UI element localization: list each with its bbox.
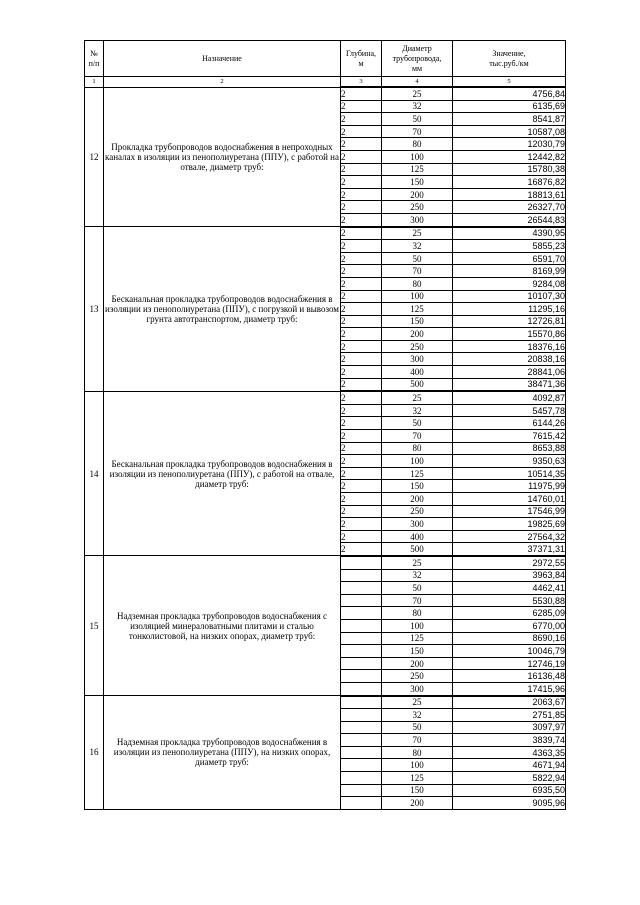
- depth-cell: 2: [341, 240, 382, 253]
- depth-cell: 2: [341, 315, 382, 328]
- column-number: 4: [382, 77, 453, 88]
- diameter-cell: 300: [382, 353, 453, 366]
- depth-cell: 2: [341, 252, 382, 265]
- value-cell: 15780,38: [453, 163, 566, 176]
- diameter-cell: 300: [382, 518, 453, 531]
- value-cell: 6144,26: [453, 417, 566, 430]
- value-cell: 27564,32: [453, 530, 566, 543]
- depth-cell: 2: [341, 125, 382, 138]
- column-number: 3: [341, 77, 382, 88]
- diameter-cell: 500: [382, 543, 453, 556]
- value-cell: 8541,87: [453, 113, 566, 126]
- diameter-cell: 150: [382, 176, 453, 189]
- value-cell: 9095,96: [453, 797, 566, 810]
- diameter-cell: 80: [382, 138, 453, 151]
- depth-cell: 2: [341, 176, 382, 189]
- diameter-cell: 50: [382, 417, 453, 430]
- value-cell: 5822,94: [453, 772, 566, 785]
- value-cell: 16136,48: [453, 670, 566, 683]
- item-number: 16: [85, 696, 104, 810]
- diameter-cell: 80: [382, 277, 453, 290]
- depth-cell: 2: [341, 493, 382, 506]
- diameter-cell: 500: [382, 378, 453, 391]
- table-row: [85, 87, 566, 100]
- depth-cell: 2: [341, 113, 382, 126]
- depth-cell: 2: [341, 518, 382, 531]
- diameter-cell: 150: [382, 480, 453, 493]
- diameter-cell: 80: [382, 607, 453, 620]
- diameter-cell: 250: [382, 505, 453, 518]
- depth-cell: [341, 645, 382, 658]
- diameter-cell: 200: [382, 797, 453, 810]
- diameter-cell: 250: [382, 201, 453, 214]
- depth-cell: [341, 657, 382, 670]
- value-cell: 11295,16: [453, 303, 566, 316]
- value-cell: 6135,69: [453, 100, 566, 113]
- diameter-cell: 100: [382, 619, 453, 632]
- value-cell: 9350,63: [453, 455, 566, 468]
- depth-cell: [341, 582, 382, 595]
- diameter-cell: 150: [382, 315, 453, 328]
- diameter-cell: 70: [382, 594, 453, 607]
- value-cell: 12030,79: [453, 138, 566, 151]
- diameter-cell: 400: [382, 530, 453, 543]
- value-cell: 26327,70: [453, 201, 566, 214]
- value-cell: 6591,70: [453, 252, 566, 265]
- header-depth-text: Глубина, м: [345, 48, 377, 68]
- depth-cell: [341, 607, 382, 620]
- diameter-cell: 125: [382, 467, 453, 480]
- diameter-cell: 32: [382, 404, 453, 417]
- value-cell: 2751,85: [453, 709, 566, 722]
- value-cell: 11975,99: [453, 480, 566, 493]
- value-cell: 2972,55: [453, 556, 566, 569]
- value-cell: 10587,08: [453, 125, 566, 138]
- depth-cell: 2: [341, 87, 382, 100]
- diameter-cell: 125: [382, 163, 453, 176]
- depth-cell: [341, 746, 382, 759]
- item-description: Бесканальная прокладка трубопроводов водоснабжения в изоляции из пенополиуретана (ППУ), с погрузкой и вывозом грунта автотранспортом, диаметр труб:: [104, 227, 341, 392]
- header-depth: [341, 41, 382, 77]
- depth-cell: [341, 632, 382, 645]
- depth-cell: [341, 759, 382, 772]
- header-name: [104, 41, 341, 77]
- header-no-text: № п/п: [88, 48, 100, 68]
- value-cell: 12442,82: [453, 150, 566, 163]
- depth-cell: [341, 734, 382, 747]
- diameter-cell: 200: [382, 657, 453, 670]
- depth-cell: [341, 556, 382, 569]
- value-cell: 20838,16: [453, 353, 566, 366]
- diameter-cell: 25: [382, 696, 453, 709]
- diameter-cell: 80: [382, 746, 453, 759]
- table-row: [85, 696, 566, 709]
- diameter-cell: 200: [382, 328, 453, 341]
- header-value-text: Значение, тыс.руб./км: [489, 48, 529, 68]
- value-cell: 18376,16: [453, 340, 566, 353]
- diameter-cell: 25: [382, 227, 453, 240]
- value-cell: 6935,50: [453, 784, 566, 797]
- value-cell: 28841,06: [453, 366, 566, 379]
- diameter-cell: 100: [382, 759, 453, 772]
- value-cell: 16876,82: [453, 176, 566, 189]
- depth-cell: 2: [341, 404, 382, 417]
- header-diameter: [382, 41, 453, 77]
- depth-cell: [341, 594, 382, 607]
- depth-cell: [341, 569, 382, 582]
- depth-cell: 2: [341, 467, 382, 480]
- diameter-cell: 70: [382, 125, 453, 138]
- item-description: Прокладка трубопроводов водоснабжения в непроходных каналах в изоляции из пенополиуретана (ППУ), с работой на отвале, диаметр труб:: [104, 87, 341, 227]
- depth-cell: 2: [341, 340, 382, 353]
- value-cell: 8690,16: [453, 632, 566, 645]
- value-cell: 4363,35: [453, 746, 566, 759]
- depth-cell: [341, 682, 382, 695]
- diameter-cell: 25: [382, 391, 453, 404]
- value-cell: 14760,01: [453, 493, 566, 506]
- diameter-cell: 150: [382, 645, 453, 658]
- column-number: 1: [85, 77, 104, 88]
- diameter-cell: 100: [382, 455, 453, 468]
- header-diameter-text: Диаметр трубопровода, мм: [392, 43, 442, 73]
- depth-cell: 2: [341, 505, 382, 518]
- diameter-cell: 70: [382, 430, 453, 443]
- depth-cell: [341, 670, 382, 683]
- value-cell: 3839,74: [453, 734, 566, 747]
- value-cell: 4756,84: [453, 87, 566, 100]
- value-cell: 17546,99: [453, 505, 566, 518]
- value-cell: 10046,79: [453, 645, 566, 658]
- diameter-cell: 200: [382, 493, 453, 506]
- value-cell: 19825,69: [453, 518, 566, 531]
- value-cell: 5457,78: [453, 404, 566, 417]
- depth-cell: [341, 696, 382, 709]
- value-cell: 2063,67: [453, 696, 566, 709]
- depth-cell: [341, 619, 382, 632]
- value-cell: 12726,81: [453, 315, 566, 328]
- diameter-cell: 70: [382, 265, 453, 278]
- value-cell: 3097,97: [453, 721, 566, 734]
- price-table: [84, 40, 566, 810]
- depth-cell: [341, 797, 382, 810]
- diameter-cell: 125: [382, 303, 453, 316]
- item-description: Надземная прокладка трубопроводов водоснабжения в изоляции из пенополиуретана (ППУ), на низких опорах, диаметр труб:: [104, 696, 341, 810]
- value-cell: 12746,19: [453, 657, 566, 670]
- diameter-cell: 200: [382, 188, 453, 201]
- depth-cell: 2: [341, 201, 382, 214]
- value-cell: 8653,88: [453, 442, 566, 455]
- depth-cell: [341, 709, 382, 722]
- diameter-cell: 400: [382, 366, 453, 379]
- diameter-cell: 32: [382, 240, 453, 253]
- diameter-cell: 150: [382, 784, 453, 797]
- depth-cell: 2: [341, 353, 382, 366]
- diameter-cell: 125: [382, 772, 453, 785]
- value-cell: 4390,95: [453, 227, 566, 240]
- value-cell: 37371,31: [453, 543, 566, 556]
- depth-cell: 2: [341, 188, 382, 201]
- value-cell: 10107,30: [453, 290, 566, 303]
- diameter-cell: 32: [382, 709, 453, 722]
- depth-cell: 2: [341, 530, 382, 543]
- depth-cell: 2: [341, 378, 382, 391]
- depth-cell: 2: [341, 366, 382, 379]
- depth-cell: 2: [341, 163, 382, 176]
- item-number: 15: [85, 556, 104, 696]
- depth-cell: 2: [341, 227, 382, 240]
- table-body: [85, 87, 566, 809]
- depth-cell: 2: [341, 138, 382, 151]
- header-no: [85, 41, 104, 77]
- depth-cell: 2: [341, 417, 382, 430]
- depth-cell: 2: [341, 430, 382, 443]
- header-row: [85, 41, 566, 77]
- depth-cell: 2: [341, 150, 382, 163]
- depth-cell: [341, 721, 382, 734]
- diameter-cell: 70: [382, 734, 453, 747]
- diameter-cell: 25: [382, 556, 453, 569]
- depth-cell: 2: [341, 265, 382, 278]
- depth-cell: 2: [341, 480, 382, 493]
- depth-cell: 2: [341, 277, 382, 290]
- column-number: 2: [104, 77, 341, 88]
- item-description: Надземная прокладка трубопроводов водоснабжения с изоляцией минераловатными плитами и сталью тонколистовой, на низких опорах, диаметр труб:: [104, 556, 341, 696]
- diameter-cell: 250: [382, 340, 453, 353]
- depth-cell: 2: [341, 328, 382, 341]
- value-cell: 5855,23: [453, 240, 566, 253]
- header-value: [453, 41, 566, 77]
- value-cell: 4092,87: [453, 391, 566, 404]
- diameter-cell: 250: [382, 670, 453, 683]
- depth-cell: 2: [341, 303, 382, 316]
- depth-cell: 2: [341, 213, 382, 226]
- diameter-cell: 100: [382, 150, 453, 163]
- depth-cell: [341, 784, 382, 797]
- column-number-row: [85, 77, 566, 88]
- value-cell: 5530,88: [453, 594, 566, 607]
- value-cell: 4671,94: [453, 759, 566, 772]
- depth-cell: 2: [341, 290, 382, 303]
- item-description: Бесканальная прокладка трубопроводов водоснабжения в изоляции из пенополиуретана (ППУ), с работой на отвале, диаметр труб:: [104, 391, 341, 556]
- item-number: 14: [85, 391, 104, 556]
- column-number: 5: [453, 77, 566, 88]
- table-row: [85, 227, 566, 240]
- value-cell: 7615,42: [453, 430, 566, 443]
- diameter-cell: 300: [382, 682, 453, 695]
- diameter-cell: 32: [382, 100, 453, 113]
- depth-cell: 2: [341, 455, 382, 468]
- diameter-cell: 50: [382, 582, 453, 595]
- header-name-text: Назначение: [202, 53, 242, 63]
- value-cell: 15570,86: [453, 328, 566, 341]
- depth-cell: 2: [341, 100, 382, 113]
- depth-cell: [341, 772, 382, 785]
- value-cell: 4462,41: [453, 582, 566, 595]
- item-number: 13: [85, 227, 104, 392]
- value-cell: 17415,96: [453, 682, 566, 695]
- table-row: [85, 556, 566, 569]
- diameter-cell: 50: [382, 721, 453, 734]
- depth-cell: 2: [341, 391, 382, 404]
- value-cell: 26544,83: [453, 213, 566, 226]
- value-cell: 18813,61: [453, 188, 566, 201]
- diameter-cell: 100: [382, 290, 453, 303]
- depth-cell: 2: [341, 442, 382, 455]
- value-cell: 6770,00: [453, 619, 566, 632]
- diameter-cell: 50: [382, 252, 453, 265]
- table-row: [85, 391, 566, 404]
- value-cell: 10514,35: [453, 467, 566, 480]
- item-number: 12: [85, 87, 104, 227]
- depth-cell: 2: [341, 543, 382, 556]
- diameter-cell: 80: [382, 442, 453, 455]
- diameter-cell: 125: [382, 632, 453, 645]
- value-cell: 6285,09: [453, 607, 566, 620]
- value-cell: 3963,84: [453, 569, 566, 582]
- diameter-cell: 32: [382, 569, 453, 582]
- diameter-cell: 50: [382, 113, 453, 126]
- value-cell: 8169,99: [453, 265, 566, 278]
- diameter-cell: 25: [382, 87, 453, 100]
- diameter-cell: 300: [382, 213, 453, 226]
- value-cell: 9284,08: [453, 277, 566, 290]
- value-cell: 38471,36: [453, 378, 566, 391]
